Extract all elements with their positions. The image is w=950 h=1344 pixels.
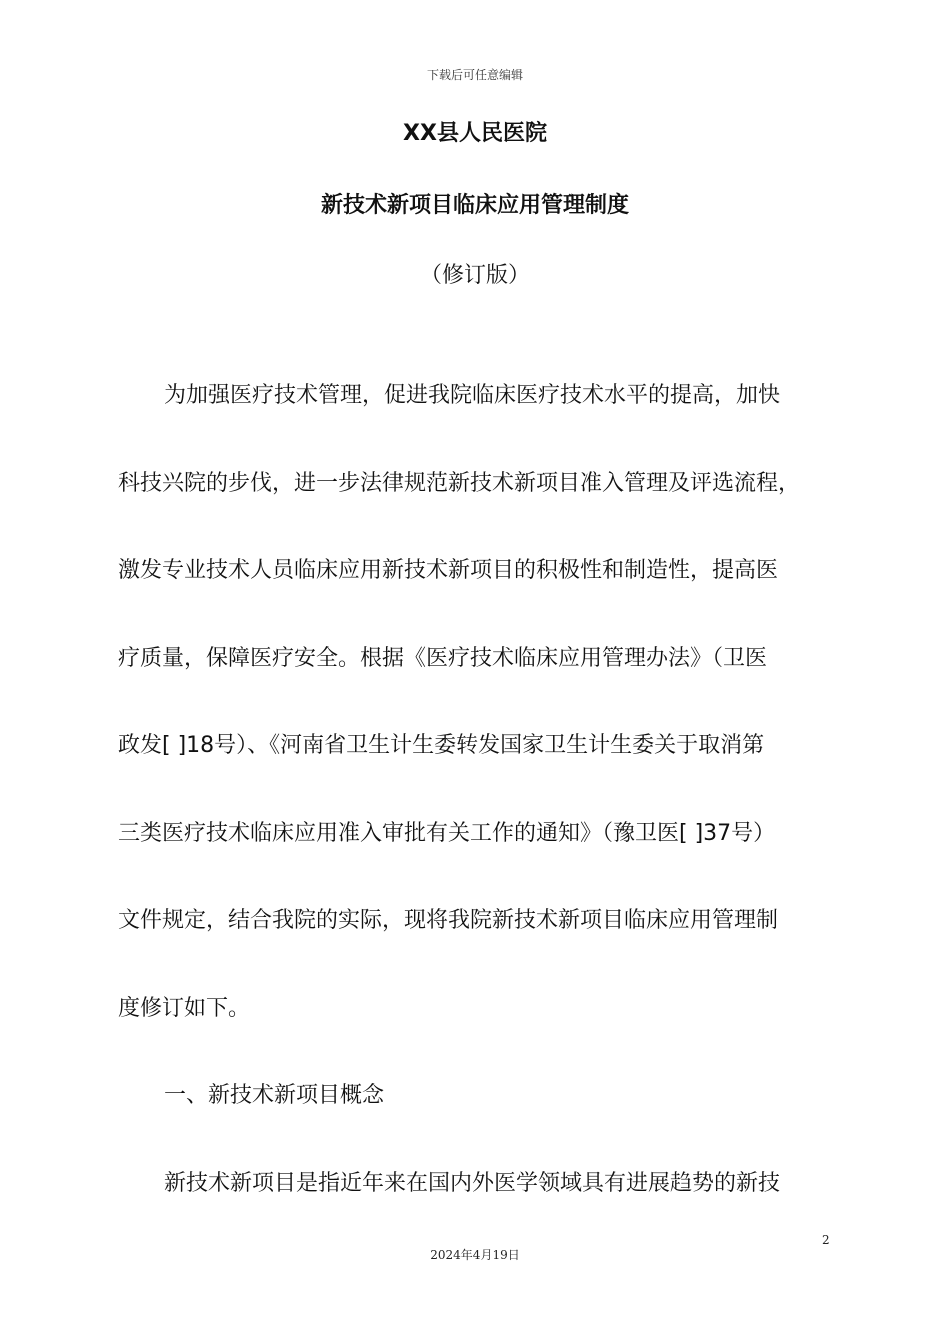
body-line: 为加强医疗技术管理，促进我院临床医疗技术水平的提高，加快 xyxy=(164,383,781,408)
document-title: 新技术新项目临床应用管理制度 xyxy=(320,193,629,218)
header-note: 下载后可任意编辑 xyxy=(426,68,523,82)
body-line: 政发[ ]18号）、《河南省卫生计生委转发国家卫生计生委关于取消第 xyxy=(118,733,765,758)
body-line: 疗质量，保障医疗安全。根据《医疗技术临床应用管理办法》（卫医 xyxy=(118,645,768,671)
footer-date: 2024年4月19日 xyxy=(430,1248,520,1262)
body-line: 激发专业技术人员临床应用新技术新项目的积极性和制造性，提高医 xyxy=(118,558,779,583)
body-line: 科技兴院的步伐，进一步法律规范新技术新项目准入管理及评选流程， xyxy=(118,470,801,496)
body-line: 度修订如下。 xyxy=(118,995,251,1021)
body-line: 新技术新项目是指近年来在国内外医学领域具有进展趋势的新技 xyxy=(164,1170,781,1196)
body-line: 文件规定，结合我院的实际，现将我院新技术新项目临床应用管理制 xyxy=(118,908,779,933)
page-number: 2 xyxy=(822,1233,830,1247)
section-heading: 一、新技术新项目概念 xyxy=(164,1083,385,1108)
version-subtitle: （修订版） xyxy=(419,263,530,288)
hospital-title: XX县人民医院 xyxy=(403,121,547,146)
body-line: 三类医疗技术临床应用准入审批有关工作的通知》（豫卫医[ ]37号） xyxy=(118,820,776,846)
document-body xyxy=(118,352,836,1227)
